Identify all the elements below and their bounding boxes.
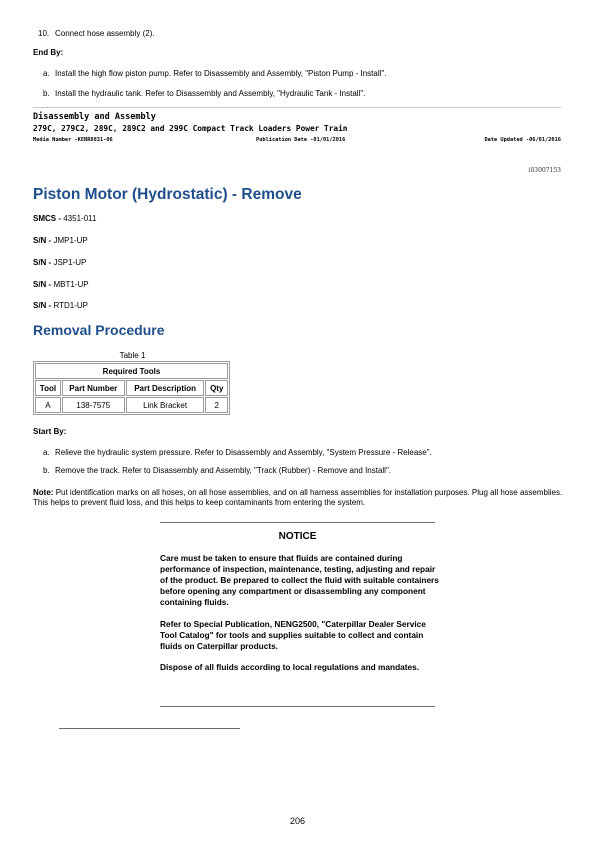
- serial-number-label: S/N -: [33, 280, 52, 289]
- end-by-label: End By:: [33, 48, 64, 57]
- end-by-marker-b: b.: [43, 89, 50, 98]
- header-divider: [33, 107, 561, 108]
- notice-paragraph: Dispose of all fluids according to local regulations and mandates.: [160, 662, 420, 672]
- notice-paragraph: Care must be taken to ensure that fluids are contained during performance of inspection, maintenance, testing, adjusting and repair of the product. Be prepared to collect the fluid with suitable containers before opening any compartment or disassembling any component containing fluids.: [160, 553, 439, 607]
- serial-number-line: [33, 236, 88, 246]
- footnote-divider: [59, 728, 240, 729]
- page-title: Piston Motor (Hydrostatic) - Remove: [33, 186, 302, 203]
- publication-date: Publication Date -01/01/2016: [256, 137, 346, 143]
- table-row: [35, 397, 228, 413]
- section-title: Removal Procedure: [33, 322, 165, 338]
- table-cell: Link Bracket: [126, 397, 205, 413]
- serial-number-line: [33, 301, 88, 311]
- date-updated: Date Updated -06/01/2016: [484, 137, 561, 143]
- column-header: Tool: [35, 380, 61, 396]
- note-text: Put identification marks on all hoses, on all hose assemblies, and on all harness assemblies for installation purposes. Plug all hose assemblies. This helps to prevent fluid loss, and this helps to keep contaminants from entering the system.: [33, 488, 563, 507]
- start-by-marker-b: b.: [43, 466, 50, 475]
- serial-number-label: S/N -: [33, 258, 52, 267]
- document-id: i03007153: [528, 167, 561, 174]
- end-by-item-b: Install the hydraulic tank. Refer to Disassembly and Assembly, "Hydraulic Tank - Install".: [55, 89, 366, 98]
- serial-number-value: JMP1-UP: [53, 236, 88, 245]
- serial-number-value: MBT1-UP: [53, 280, 89, 289]
- table-cell: 138-7575: [62, 397, 125, 413]
- serial-number-value: RTD1-UP: [53, 301, 88, 310]
- start-by-label: Start By:: [33, 427, 67, 436]
- start-by-marker-a: a.: [43, 448, 50, 457]
- smcs-value: 4351-011: [63, 214, 97, 223]
- serial-number-line: [33, 280, 89, 290]
- note-label: Note:: [33, 488, 54, 497]
- note: [33, 488, 563, 508]
- table-cell: 2: [205, 397, 228, 413]
- serial-number-label: S/N -: [33, 236, 52, 245]
- end-by-item-a: Install the high flow piston pump. Refer to Disassembly and Assembly, "Piston Pump - Install".: [55, 69, 387, 78]
- notice-top-rule: [160, 522, 435, 523]
- page-number: 206: [289, 816, 306, 826]
- models-line: 279C, 279C2, 289C, 289C2 and 299C Compact Track Loaders Power Train: [33, 124, 348, 133]
- column-header: Part Description: [126, 380, 205, 396]
- end-by-marker-a: a.: [43, 69, 50, 78]
- table-header-row: [35, 380, 228, 396]
- smcs-line: [33, 214, 96, 224]
- serial-number-line: [33, 258, 86, 268]
- start-by-item-b: Remove the track. Refer to Disassembly and Assembly, "Track (Rubber) - Remove and Install".: [55, 466, 392, 475]
- table-cell: A: [35, 397, 61, 413]
- media-number: Media Number -KENR8831-06: [33, 137, 113, 143]
- notice-bottom-rule: [160, 706, 435, 707]
- manual-type: Disassembly and Assembly: [33, 112, 156, 122]
- notice-title: NOTICE: [278, 531, 317, 542]
- serial-number-label: S/N -: [33, 301, 52, 310]
- table-title-row: [35, 363, 228, 379]
- step-10-text: Connect hose assembly (2).: [55, 29, 155, 38]
- column-header: Part Number: [62, 380, 125, 396]
- serial-number-value: JSP1-UP: [53, 258, 87, 267]
- notice-paragraph: Refer to Special Publication, NENG2500, "Caterpillar Dealer Service Tool Catalog" for tools and supplies suitable to collect and contain fluids on Caterpillar products.: [160, 619, 426, 651]
- start-by-item-a: Relieve the hydraulic system pressure. Refer to Disassembly and Assembly, "System Pressure - Release".: [55, 448, 432, 457]
- table-title: Required Tools: [35, 363, 228, 379]
- step-10-number: 10.: [38, 29, 50, 38]
- smcs-label: SMCS -: [33, 214, 61, 223]
- required-tools-table: [33, 361, 230, 415]
- column-header: Qty: [205, 380, 228, 396]
- table-caption: Table 1: [119, 351, 146, 360]
